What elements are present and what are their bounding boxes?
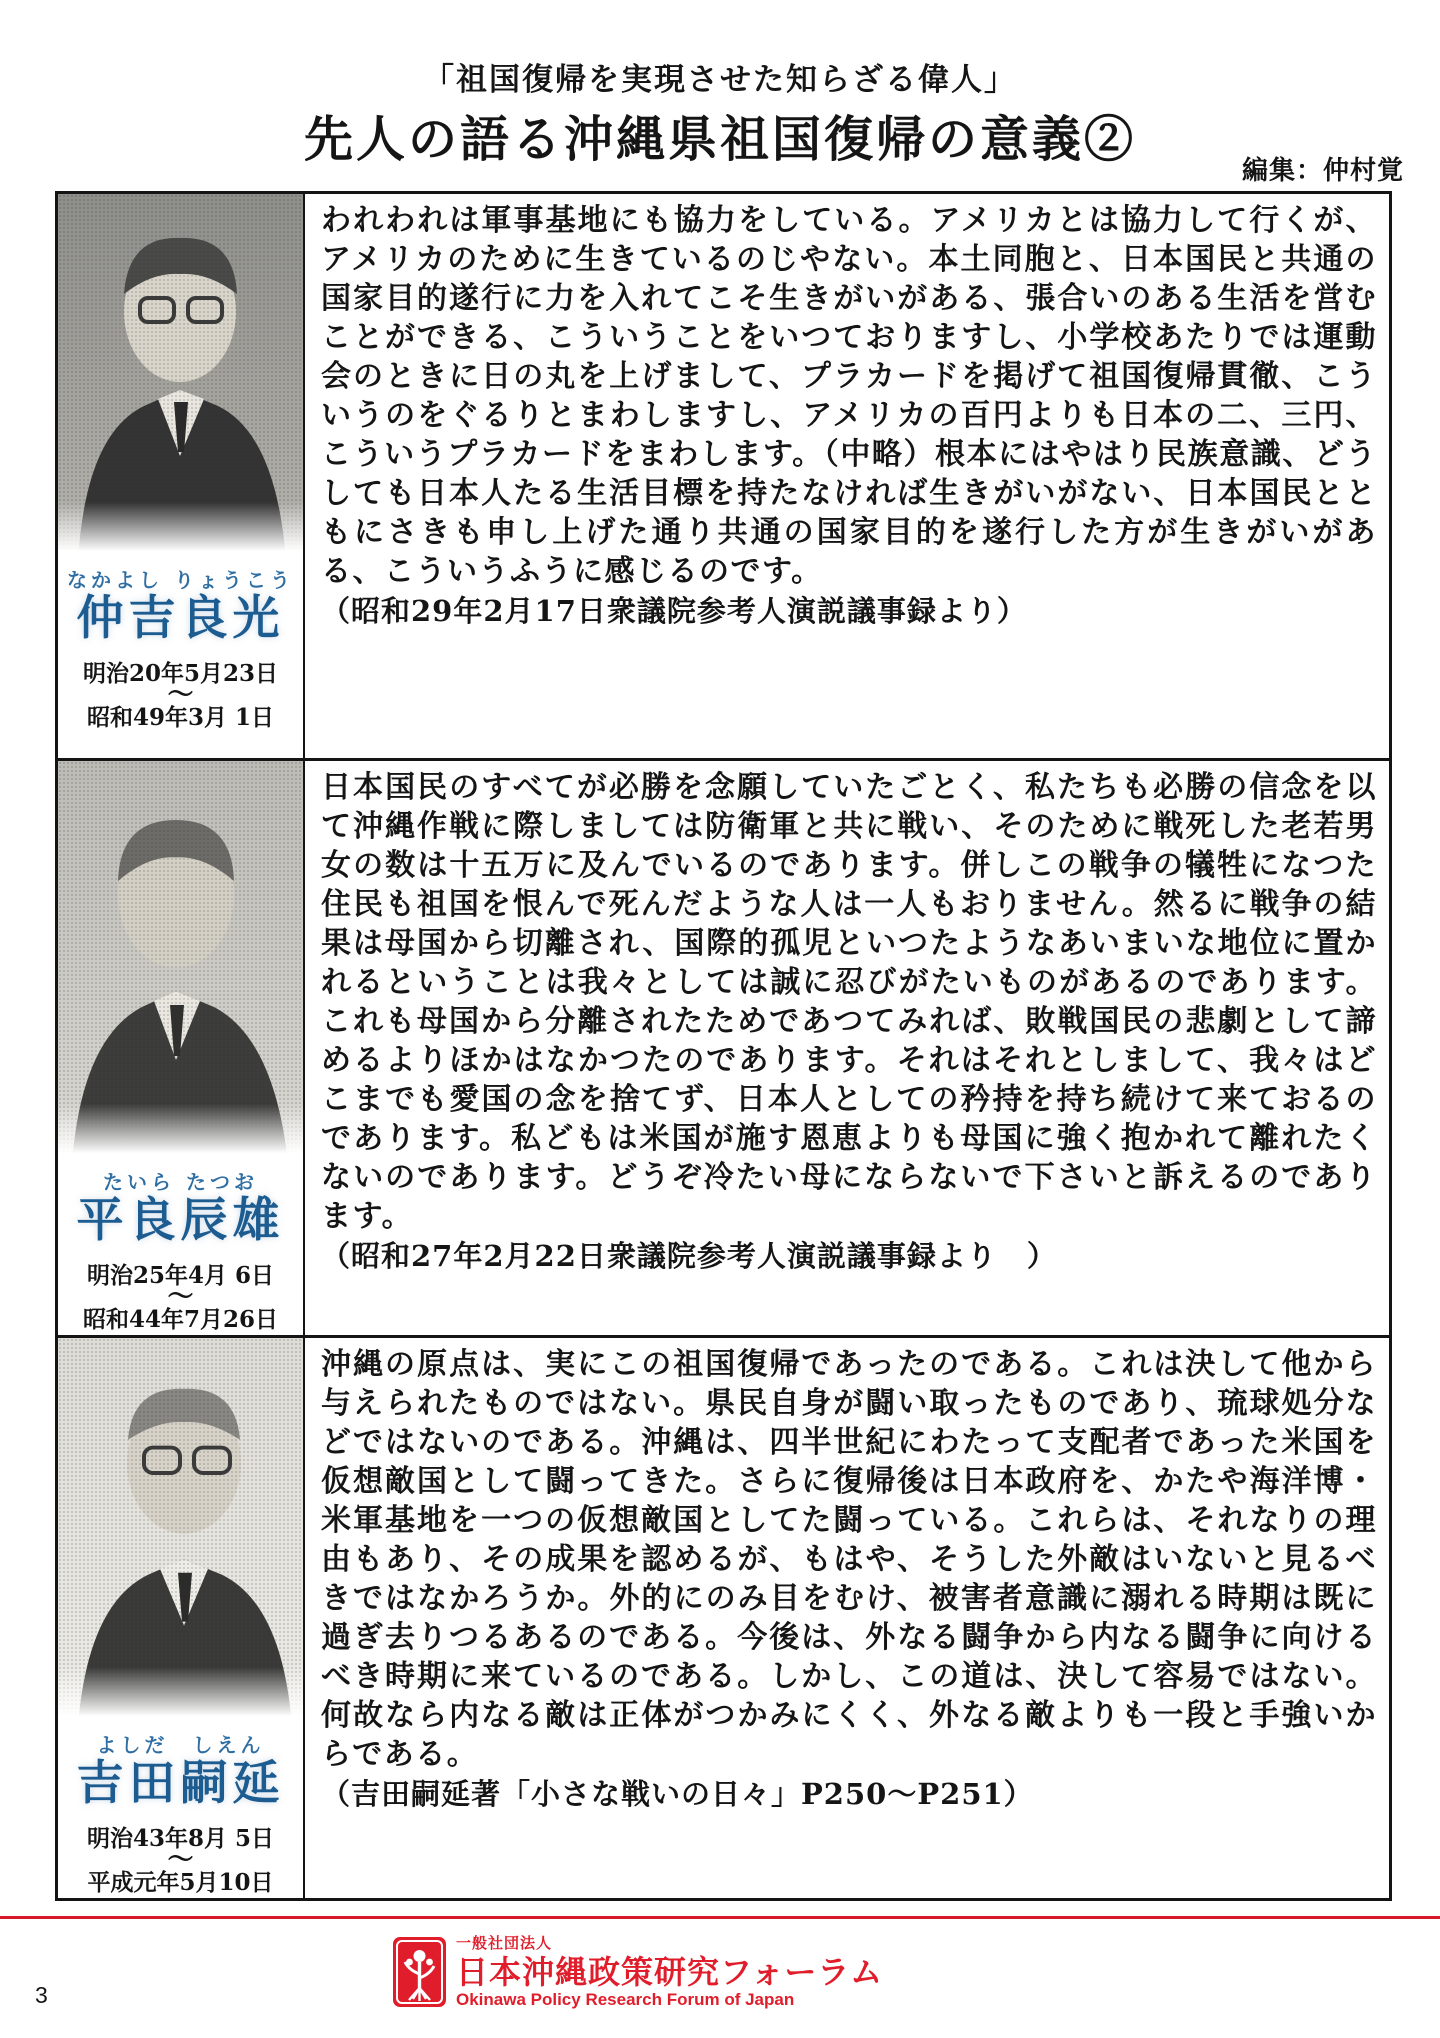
- person-dates: [83, 1260, 278, 1335]
- portrait-illustration: [58, 1338, 303, 1725]
- date-range-tilde: ～: [167, 1282, 194, 1312]
- table-row: [58, 758, 1389, 1335]
- birth-date: 明治25年4月 6日: [86, 1262, 275, 1289]
- death-date: 昭和44年7月26日: [82, 1306, 279, 1333]
- footer-divider: [0, 1916, 1440, 1919]
- page-subtitle: 「祖国復帰を実現させた知らざる偉人」: [423, 62, 1017, 98]
- quote-source: （昭和29年2月17日衆議院参考人演説議事録より）: [321, 594, 1027, 628]
- person-furigana: なかよし りょうこう: [67, 568, 294, 592]
- date-range-tilde: ～: [167, 679, 194, 710]
- portrait-photo-taira: [58, 761, 303, 1162]
- portrait-illustration: [58, 194, 303, 560]
- people-table: [55, 191, 1392, 1901]
- editor-credit: 編集：仲村覚: [1241, 156, 1404, 186]
- quote-body: われわれは軍事基地にも協力をしている。アメリカとは協力して行くが、アメリカのために生きているのじやない。本土同胞と、日本国民と共通の国家目的遂行に力を入れてこそ生きがいがある、張合いのある生活を営むことができる、こういうことをいつておりますし、小学校あたりでは運動会のときに日の丸を上げまして、プラカードを掲げて祖国復帰貫徹、こういうのをぐるりとまわしますし、アメリカの百円よりも日本の二、三円、こういうプラカードをまわします。（中略）根本にはやはり民族意識、どうしても日本人たる生活目標を持たなければ生きがいがない、日本国民とともにさきも申し上げた通り共通の国家目的を遂行した方が生きがいがある、こういうふうに感じるのです。: [321, 203, 1377, 589]
- birth-date: 明治20年5月23日: [82, 659, 279, 687]
- death-date: 平成元年5月10日: [87, 1869, 274, 1896]
- quote-cell-nakayoshi: [305, 194, 1389, 758]
- person-name: 平良辰雄: [76, 1193, 285, 1249]
- table-row: [58, 194, 1389, 758]
- quote-cell-yoshida: [305, 1338, 1389, 1898]
- birth-date: 明治43年8月 5日: [86, 1825, 275, 1852]
- portrait-illustration: [58, 761, 303, 1162]
- person-name: 吉田嗣延: [76, 1756, 285, 1812]
- table-row: [58, 1335, 1389, 1898]
- quote-source: （昭和27年2月22日衆議院参考人演説議事録より ）: [321, 1239, 1057, 1273]
- person-panel-nakayoshi: [58, 194, 305, 758]
- org-name-japanese: 日本沖縄政策研究フォーラム: [456, 1952, 884, 1991]
- page-number: 3: [35, 1982, 48, 2008]
- quote-body: 日本国民のすべてが必勝を念願していたごとく、私たちも必勝の信念を以て沖縄作戦に際しましては防衛軍と共に戦い、そのために戦死した老若男女の数は十五万に及んでいるのであります。併しこの戦争の犠牲になつた住民も祖国を恨んで死んだような人は一人もおりません。然るに戦争の結果は母国から切離され、国際的孤児といつたようなあいまいな地位に置かれるということは我々としては誠に忍びがたいものがあるのであります。これも母国から分離されたためであつてみれば、敗戦国民の悲劇として諦めるよりほかはなかつたのであります。それはそれとしまして、我々はどこまでも愛国の念を捨てず、日本人としての矜持を持ち続けて来ておるのであります。私どもは米国が施す恩恵よりも母国に強く抱かれて離れたくないのであります。どうぞ冷たい母にならないで下さいと訴えるのであります。: [321, 770, 1377, 1234]
- person-dates: [87, 1823, 274, 1898]
- portrait-photo-nakayoshi: [58, 194, 303, 560]
- date-range-tilde: ～: [167, 1845, 194, 1875]
- org-name-english: Okinawa Policy Research Forum of Japan: [456, 1989, 795, 2009]
- person-dates: [83, 658, 278, 733]
- org-type-label: 一般社団法人: [456, 1935, 553, 1952]
- person-panel-taira: [58, 761, 305, 1335]
- forum-logo-text: [456, 1936, 883, 2010]
- page-title: 先人の語る沖縄県祖国復帰の意義②: [303, 110, 1136, 168]
- quote-body: 沖縄の原点は、実にこの祖国復帰であったのである。これは決して他から与えられたものではない。県民自身が闘い取ったものであり、琉球処分などではないのである。沖縄は、四半世紀にわたって支配者であった米国を仮想敵国として闘ってきた。さらに復帰後は日本政府を、かたや海洋博・米軍基地を一つの仮想敵国としてた闘っている。これらは、それなりの理由もあり、その成果を認めるが、もはや、そうした外敵はいないと見るべきではなかろうか。外的にのみ目をむけ、被害者意識に溺れる時期は既に過ぎ去りつるあるのである。今後は、外なる闘争から内なる闘争に向けるべき時期に来ているのである。しかし、この道は、決して容易ではない。何故なら内なる敵は正体がつかみにくく、外なる敵よりも一段と手強いからである。: [321, 1347, 1377, 1772]
- person-furigana: よしだ しえん: [96, 1733, 265, 1758]
- person-furigana: たいら たつお: [103, 1170, 258, 1195]
- person-panel-yoshida: [58, 1338, 305, 1898]
- quote-cell-taira: [305, 761, 1389, 1335]
- death-date: 昭和49年3月 1日: [86, 703, 275, 731]
- person-name: 仲吉良光: [76, 591, 285, 646]
- quote-source: （吉田嗣延著「小さな戦いの日々」P250～P251）: [321, 1777, 1034, 1811]
- plant-emblem-icon: [392, 1936, 447, 2008]
- forum-logo: [392, 1936, 883, 2010]
- portrait-photo-yoshida: [58, 1338, 303, 1725]
